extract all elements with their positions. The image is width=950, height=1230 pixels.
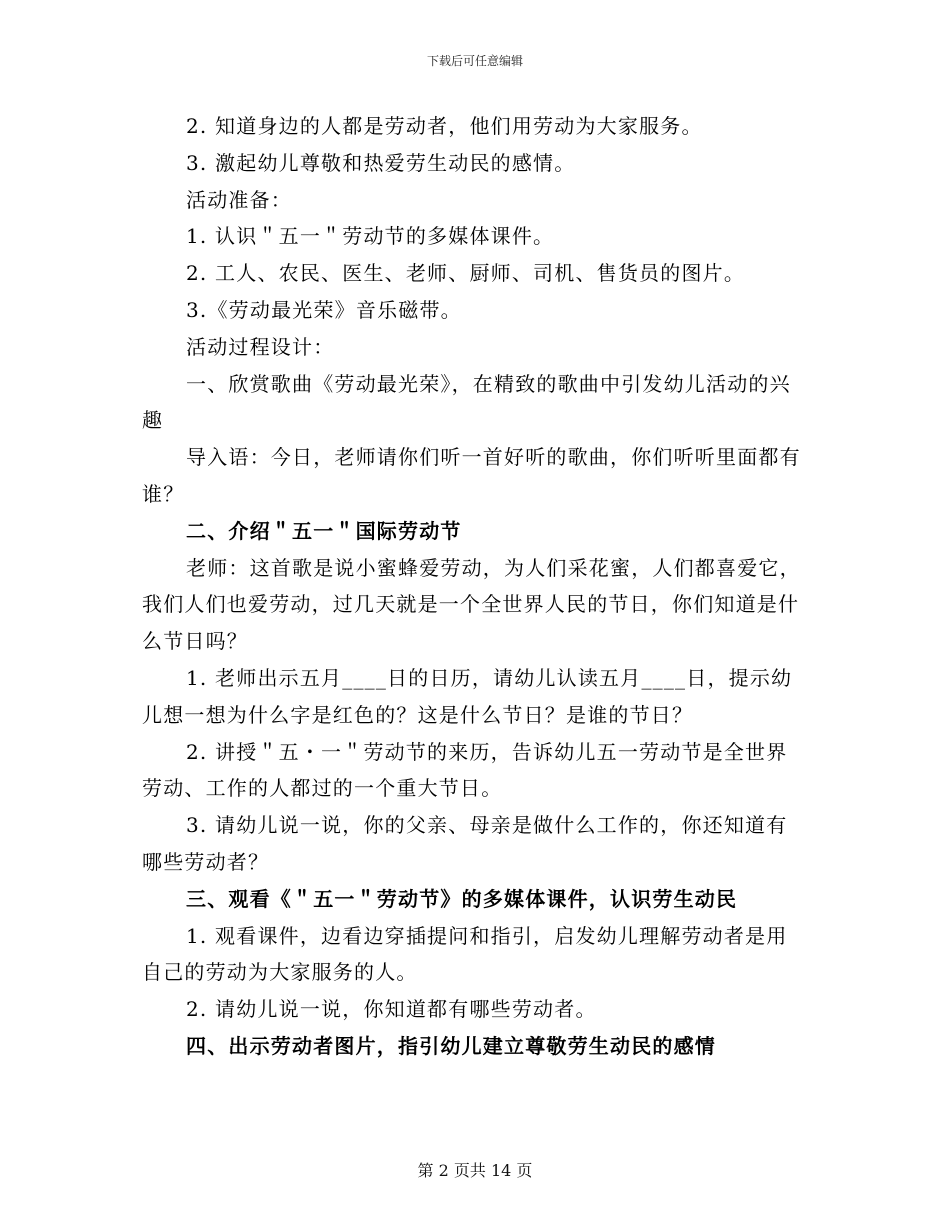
page-header: 下载后可任意编辑 — [426, 54, 523, 68]
paragraph: 3. 激起幼儿尊敬和热爱劳生动民的感情。 — [186, 150, 576, 175]
paragraph: 2. 讲授＂五・一＂劳动节的来历，告诉幼儿五一劳动节是全世界劳动、工作的人都过的一个重大节日。 — [142, 739, 788, 801]
paragraph: 2. 请幼儿说一说，你知道都有哪些劳动者。 — [186, 997, 597, 1022]
section-heading: 二、介绍＂五一＂国际劳动节 — [186, 518, 462, 543]
paragraph: 2. 知道身边的人都是劳动者，他们用劳动为大家服务。 — [186, 114, 703, 138]
paragraph-with-blanks: 1. 老师出示五月____日的日历，请幼儿认读五月____日，提示幼儿想一想为什么字是红色的？这是什么节日？是谁的节日？ — [142, 665, 793, 727]
paragraph: 3.《劳动最光荣》音乐磁带。 — [186, 297, 462, 322]
paragraph: 活动准备： — [186, 187, 292, 212]
page-footer: 第 2 页共 14 页 — [417, 1161, 533, 1180]
section-heading: 三、观看《＂五一＂劳动节》的多媒体课件，认识劳生动民 — [186, 886, 738, 911]
paragraph: 导入语：今日，老师请你们听一首好听的歌曲，你们听听里面都有谁？ — [142, 445, 801, 506]
document-body — [142, 108, 806, 1065]
section-heading: 四、出示劳动者图片，指引幼儿建立尊敬劳生动民的感情 — [186, 1033, 716, 1058]
paragraph: 1. 观看课件，边看边穿插提问和指引，启发幼儿理解劳动者是用自己的劳动为大家服务的人。 — [142, 923, 788, 985]
paragraph: 活动过程设计： — [186, 334, 335, 359]
paragraph: 老师：这首歌是说小蜜蜂爱劳动，为人们采花蜜，人们都喜爱它，我们人们也爱劳动，过几天就是一个全世界人民的节日，你们知道是什么节日吗？ — [142, 555, 801, 654]
paragraph: 2. 工人、农民、医生、老师、厨师、司机、售货员的图片。 — [186, 261, 746, 286]
section-heading: 一、欣赏歌曲《劳动最光荣》，在精致的歌曲中引发幼儿活动的兴趣 — [142, 371, 791, 433]
paragraph: 3. 请幼儿说一说，你的父亲、母亲是做什么工作的，你还知道有哪些劳动者？ — [142, 813, 788, 874]
paragraph: 1. 认识＂五一＂劳动节的多媒体课件。 — [186, 224, 555, 249]
